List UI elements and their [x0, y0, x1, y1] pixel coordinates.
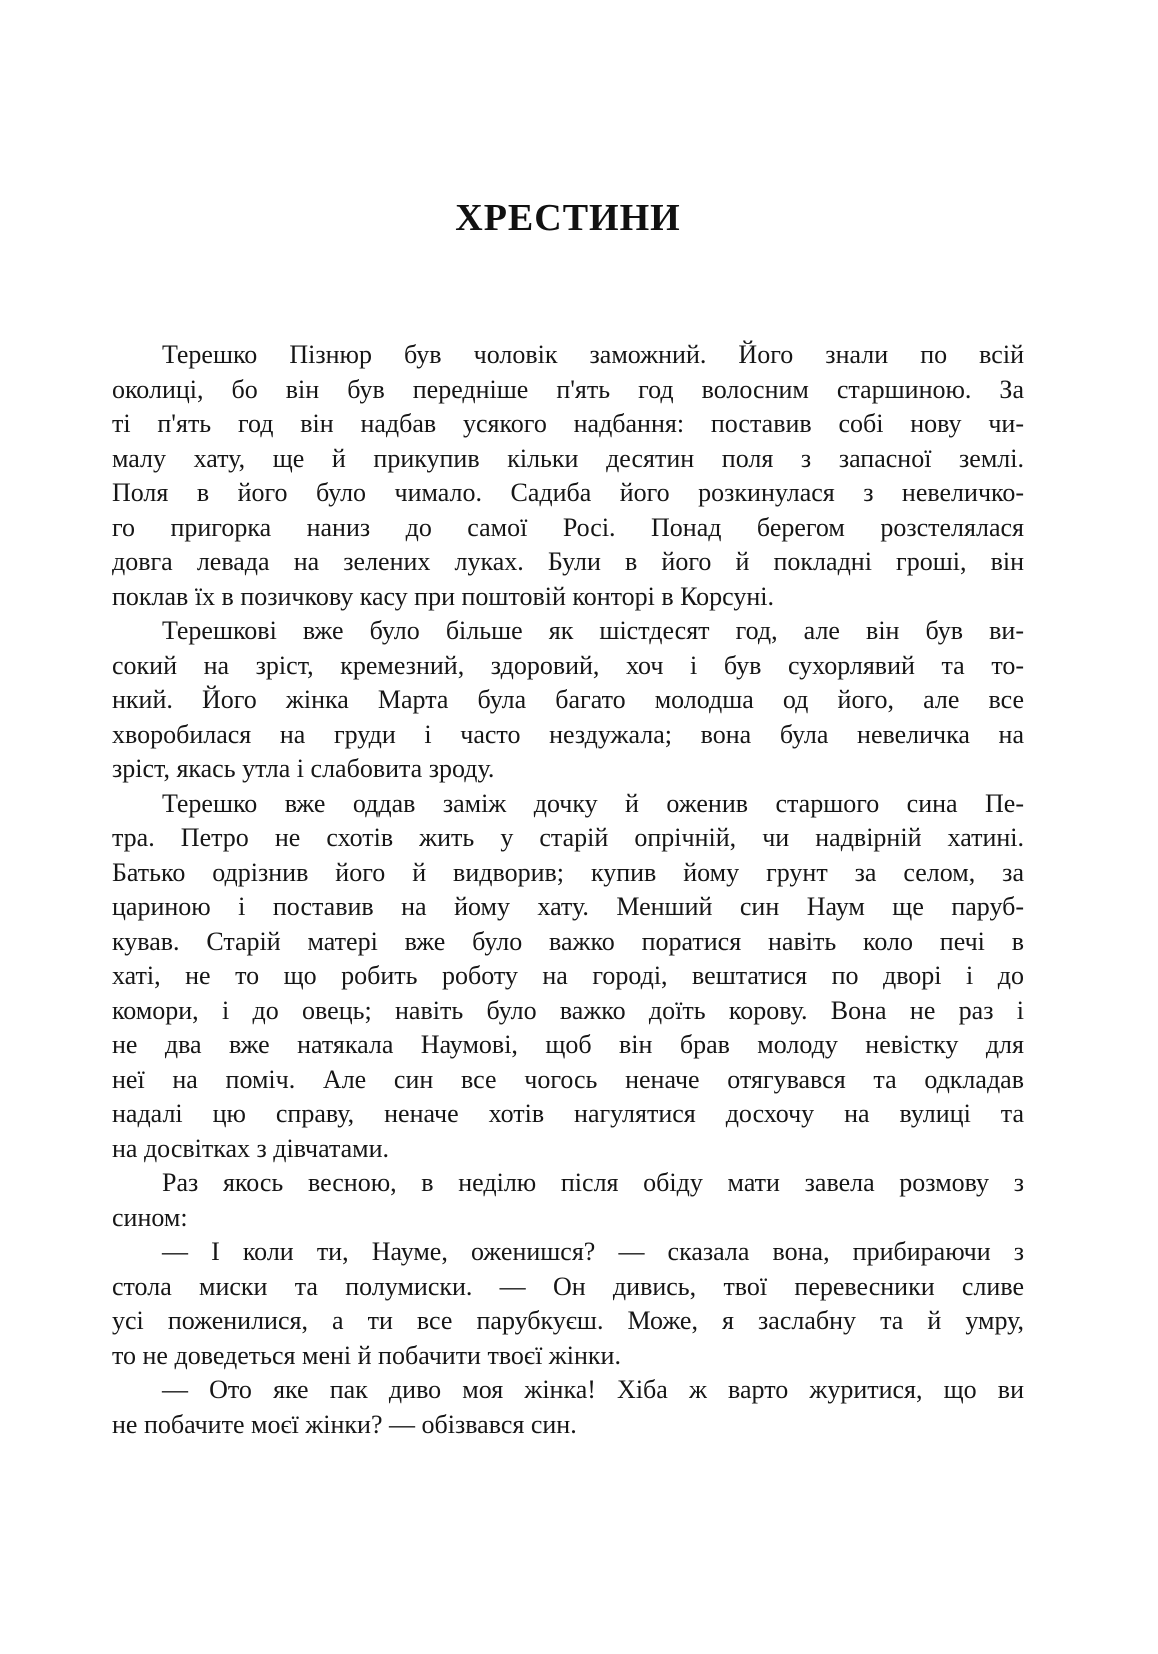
text-line: комори, і до овець; навіть було важко доїть корову. Вона не раз і — [112, 995, 1024, 1025]
text-line: околиці, бо він був передніше п'ять год волосним старшиною. За — [112, 374, 1024, 404]
text-line: Терешкові вже було більше як шістдесят год, але він був ви- — [162, 616, 1024, 645]
paragraph — [112, 1166, 1024, 1235]
text-line: малу хату, ще й прикупив кільки десятин поля з запасної землі. — [112, 443, 1024, 473]
text-line: сокий на зріст, кремезний, здоровий, хоч і був сухорлявий та то- — [112, 650, 1024, 680]
paragraph — [112, 1235, 1024, 1373]
page-text — [112, 338, 1024, 1442]
text-line: Батько одрізнив його й видворив; купив йому грунт за селом, за — [112, 857, 1024, 887]
text-line: не два вже натякала Наумові, щоб він брав молоду невістку для — [112, 1030, 1024, 1059]
text-line: тра. Петро не схотів жить у старій опрічній, чи надвірній хатині. — [112, 823, 1024, 852]
text-line: сином: — [112, 1202, 188, 1232]
text-line: го пригорка наниз до самої Росі. Понад берегом розстелялася — [112, 512, 1024, 542]
page-title: ХРЕСТИНИ — [455, 197, 681, 239]
text-line: поклав їх в позичкову касу при поштовій конторі в Корсуні. — [112, 581, 775, 611]
paragraph — [112, 338, 1024, 614]
text-line: цариною і поставив на йому хату. Менший син Наум ще паруб- — [112, 892, 1024, 921]
text-line: надалі цю справу, неначе хотів нагулятися досхочу на вулиці та — [112, 1099, 1024, 1128]
paragraph — [112, 614, 1024, 787]
text-line: стола миски та полумиски. — Он дивись, твої перевесники сливе — [112, 1271, 1024, 1301]
paragraph — [112, 787, 1024, 1167]
text-line: хаті, не то що робить роботу на городі, вештатися по дворі і до — [112, 961, 1024, 990]
text-line: Терешко вже оддав заміж дочку й оженив старшого сина Пе- — [162, 788, 1024, 818]
text-line: зріст, якась утла і слабовита зроду. — [112, 754, 495, 783]
text-line: Поля в його було чимало. Садиба його розкинулася з невеличко- — [112, 478, 1024, 507]
text-line: не побачите моєї жінки? — обізвався син. — [112, 1409, 577, 1439]
text-line: ті п'ять год він надбав усякого надбання: поставив собі нову чи- — [112, 409, 1024, 438]
text-line: Раз якось весною, в неділю після обіду мати завела розмову з — [162, 1168, 1024, 1197]
text-line: нкий. Його жінка Марта була багато молодша од його, але все — [112, 685, 1024, 714]
text-line: — І коли ти, Науме, оженишся? — сказала вона, прибираючи з — [162, 1237, 1024, 1266]
text-line: довга левада на зелених луках. Були в його й покладні гроші, він — [112, 547, 1024, 576]
text-line: Терешко Пізнюр був чоловік заможний. Його знали по всій — [162, 340, 1024, 369]
text-line: на досвітках з дівчатами. — [112, 1133, 390, 1163]
text-line: кував. Старій матері вже було важко поратися навіть коло печі в — [112, 926, 1024, 956]
text-line: то не доведеться мені й побачити твоєї жінки. — [112, 1340, 621, 1370]
text-line: неї на поміч. Але син все чогось неначе отягувався та одкладав — [112, 1064, 1024, 1094]
paragraph — [112, 1373, 1024, 1442]
text-line: усі поженилися, а ти все парубкуєш. Може, я заслабну та й умру, — [112, 1306, 1024, 1335]
text-line: хворобилася на груди і часто нездужала; вона була невеличка на — [112, 719, 1024, 749]
text-line: — Ото яке пак диво моя жінка! Хіба ж варто журитися, що ви — [162, 1375, 1024, 1404]
